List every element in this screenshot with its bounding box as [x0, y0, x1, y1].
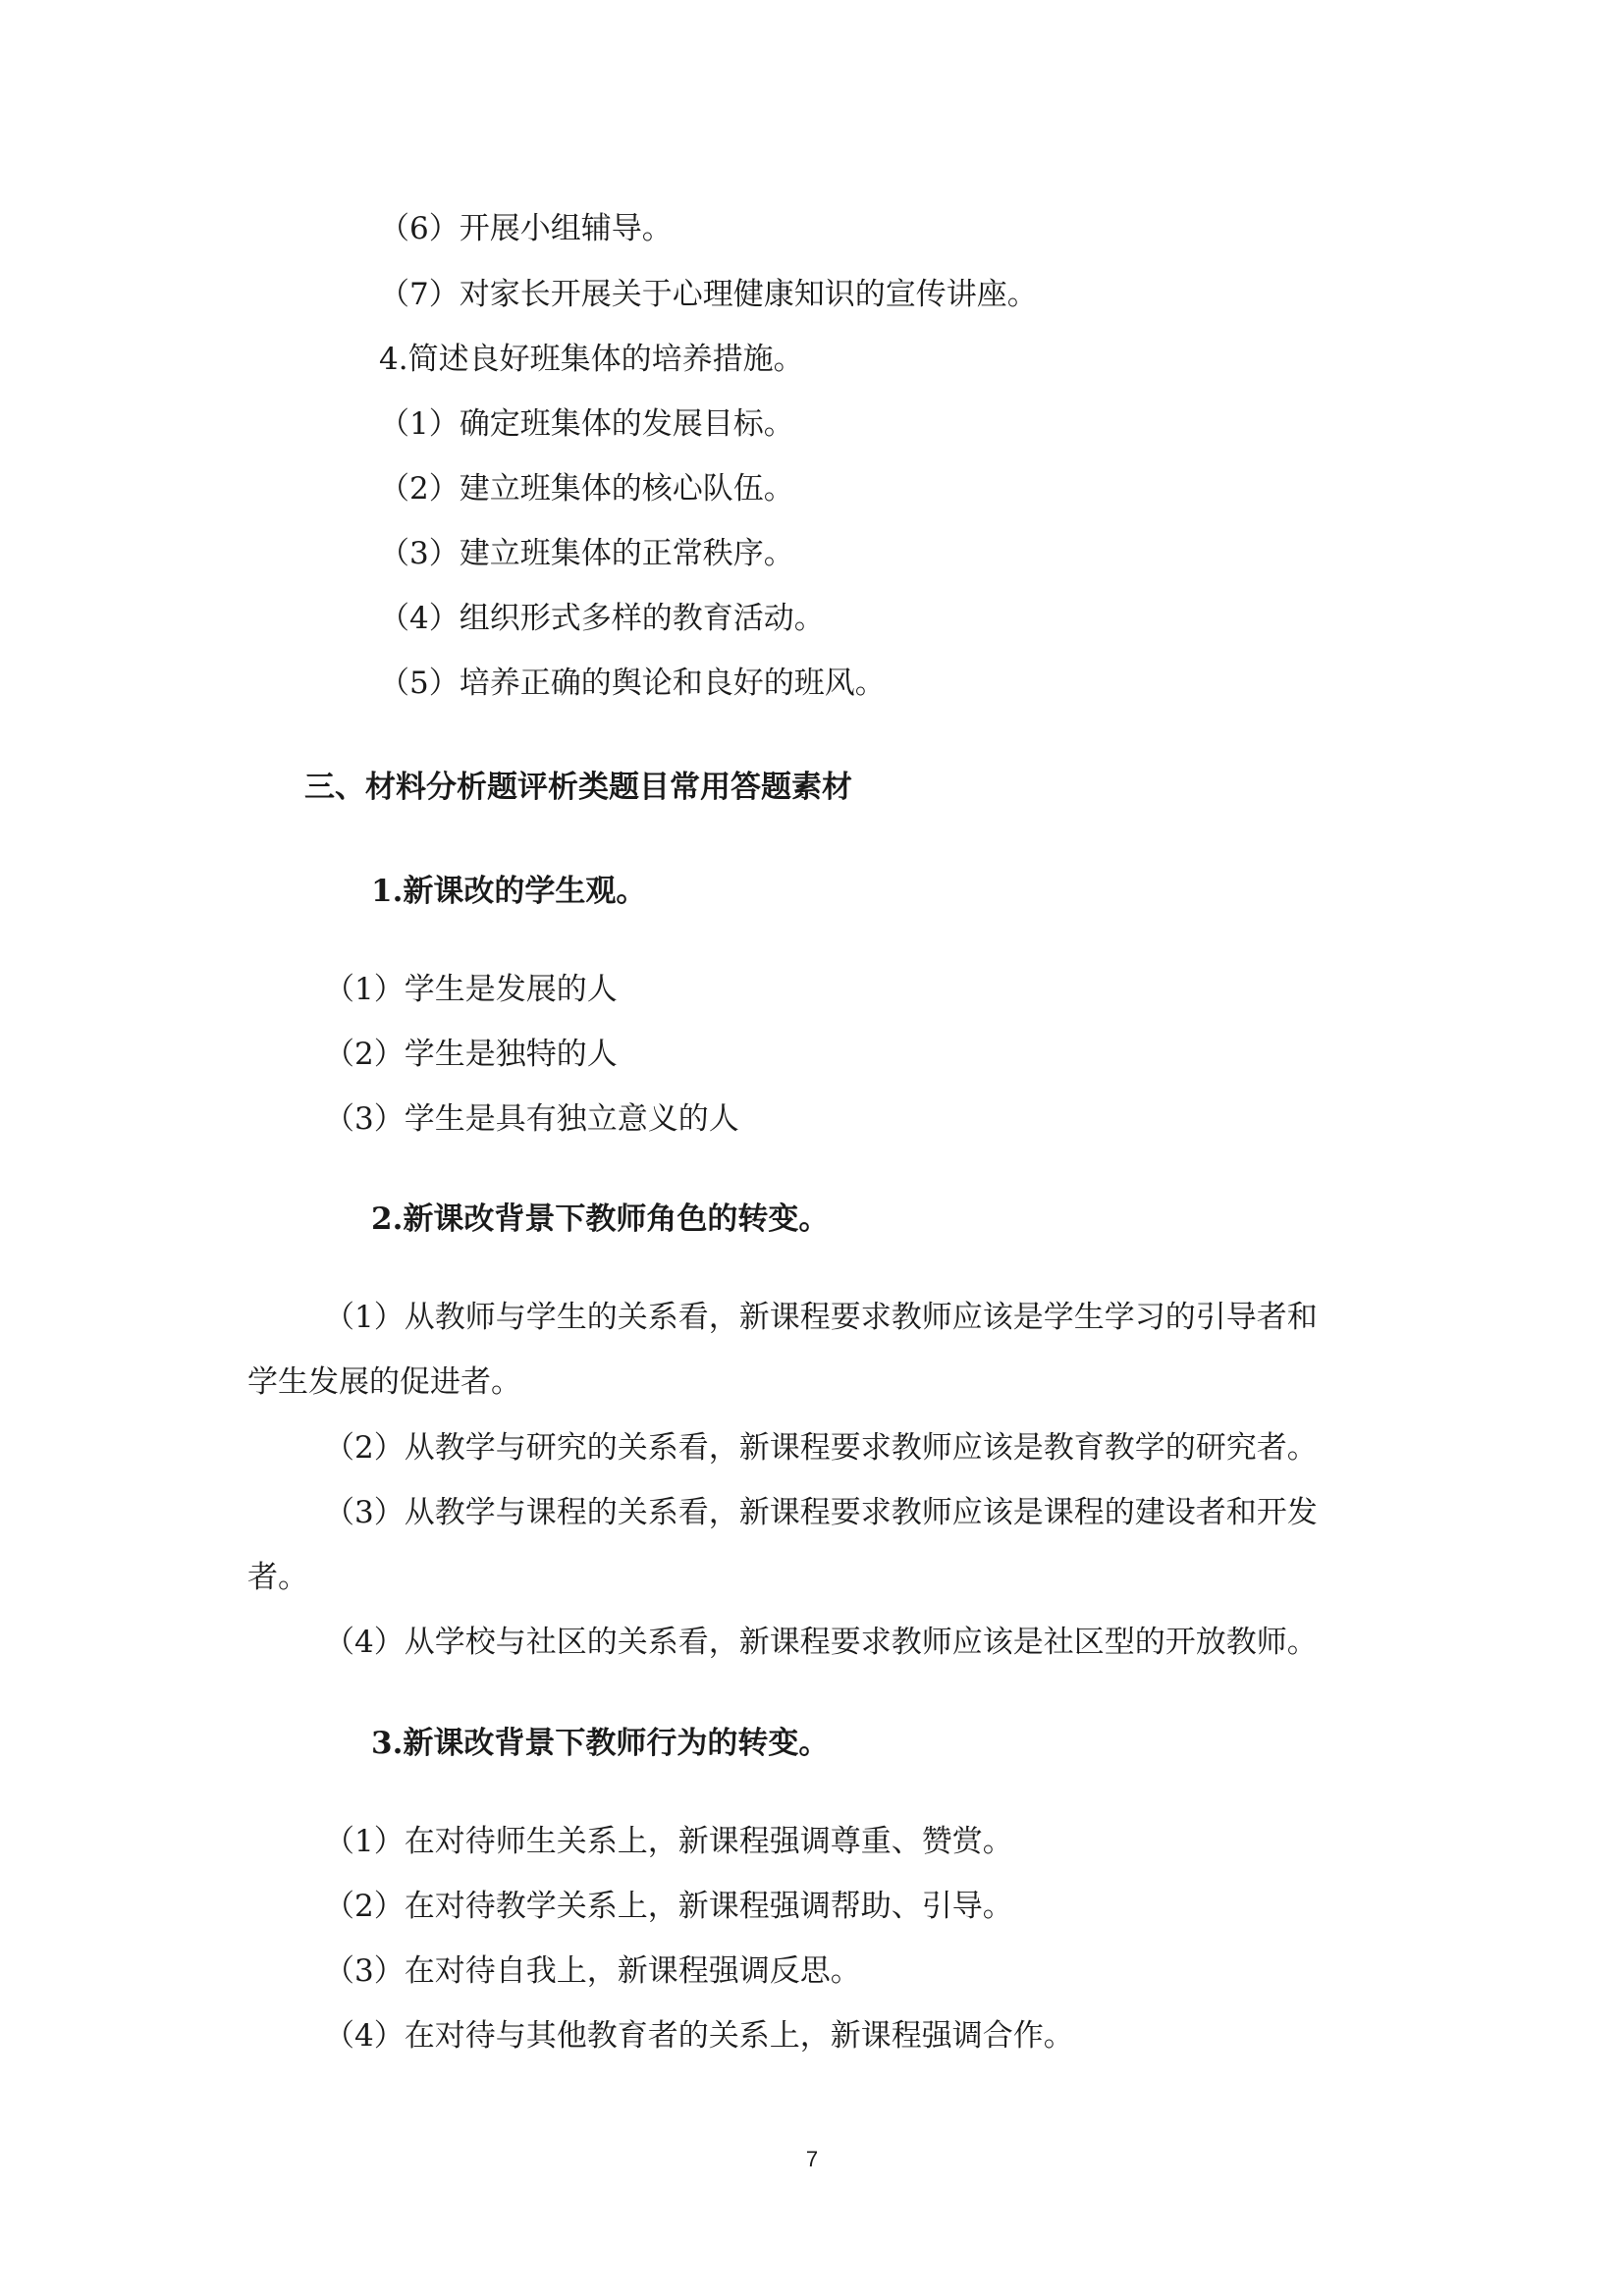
list-item: （7）对家长开展关于心理健康知识的宣传讲座。: [379, 277, 1038, 312]
list-item: （4）组织形式多样的教育活动。: [379, 601, 825, 636]
page-number: 7: [805, 2147, 819, 2171]
topic-title: 2.新课改背景下教师角色的转变。: [371, 1201, 830, 1237]
topic-title: 1.新课改的学生观。: [371, 874, 647, 909]
list-item: （1）确定班集体的发展目标。: [379, 406, 794, 442]
list-item: （1）在对待师生关系上，新课程强调尊重、赞赏。: [324, 1824, 1013, 1859]
topic-title: 3.新课改背景下教师行为的转变。: [371, 1726, 830, 1761]
paragraph-line: （2）从教学与研究的关系看，新课程要求教师应该是教育教学的研究者。: [324, 1430, 1318, 1466]
list-item: （5）培养正确的舆论和良好的班风。: [379, 666, 886, 701]
section-heading: 三、材料分析题评析类题目常用答题素材: [304, 770, 852, 805]
paragraph-line: （4）从学校与社区的关系看，新课程要求教师应该是社区型的开放教师。: [324, 1625, 1318, 1660]
list-item: （2）在对待教学关系上，新课程强调帮助、引导。: [324, 1889, 1013, 1924]
list-item: （2）建立班集体的核心队伍。: [379, 471, 794, 507]
list-item: （4）在对待与其他教育者的关系上，新课程强调合作。: [324, 2018, 1074, 2054]
list-item: （3）建立班集体的正常秩序。: [379, 536, 794, 571]
paragraph-line: 学生发展的促进者。: [247, 1364, 521, 1400]
list-item: （3）在对待自我上，新课程强调反思。: [324, 1953, 861, 1989]
list-item: （1）学生是发展的人: [324, 972, 618, 1007]
paragraph-line: （3）从教学与课程的关系看，新课程要求教师应该是课程的建设者和开发: [324, 1495, 1318, 1530]
list-item: （2）学生是独特的人: [324, 1037, 618, 1072]
paragraph-line: （1）从教师与学生的关系看，新课程要求教师应该是学生学习的引导者和: [324, 1300, 1318, 1335]
paragraph-line: 者。: [247, 1560, 308, 1595]
question-title: 4.简述良好班集体的培养措施。: [379, 342, 804, 377]
list-item: （3）学生是具有独立意义的人: [324, 1101, 739, 1137]
list-item: （6）开展小组辅导。: [379, 211, 673, 246]
